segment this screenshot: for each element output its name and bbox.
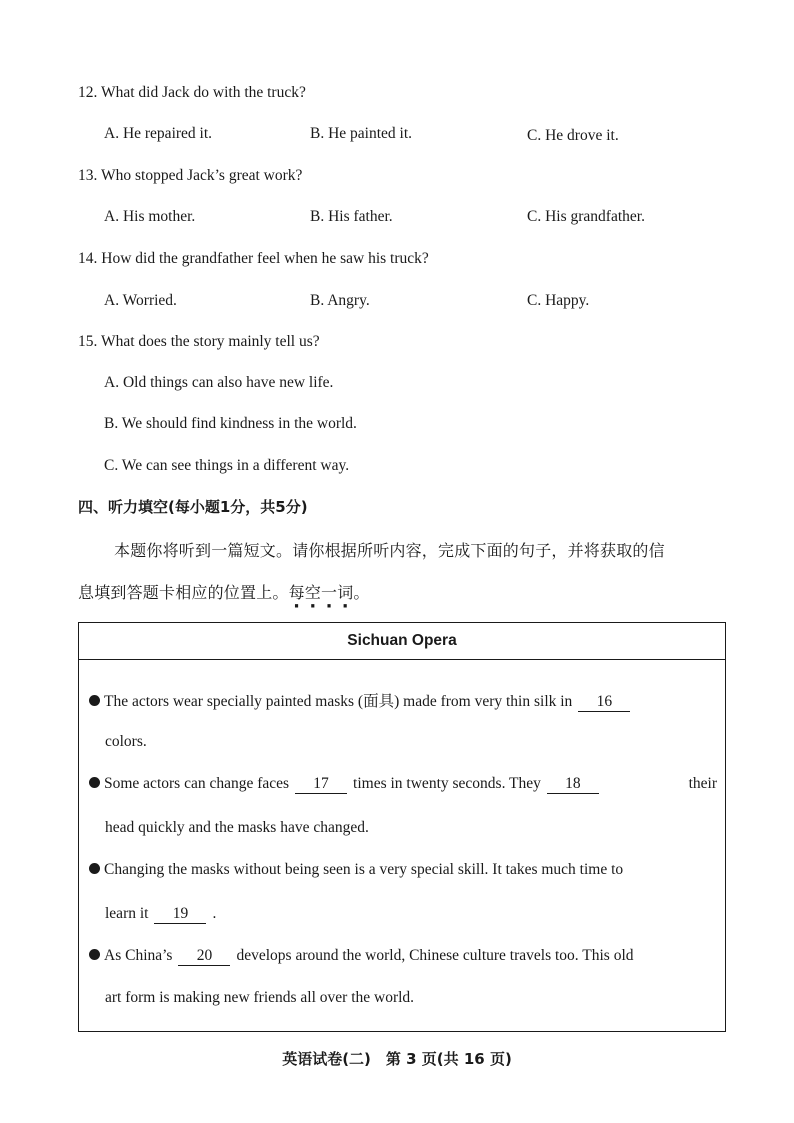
bullet-4-text-a: As China’s [104,947,173,964]
bullet-3-text: Changing the masks without being seen is a very special skill. It takes much time to [104,861,624,878]
q12-option-a: A. He repaired it. [104,125,213,142]
bullet-3-continued [105,905,717,924]
bullet-item-4 [89,947,717,966]
instruction-line-2 [78,580,370,603]
bullet-2-text-c: their [688,775,717,792]
box-title: Sichuan Opera [79,623,725,660]
section-heading: 四、听力填空(每小题1分，共5分) [78,498,308,516]
page-footer: 英语试卷(二) 第 3 页(共 16 页) [282,1050,512,1068]
bullet-3-text-b: learn it [105,905,149,922]
bullet-item-1 [89,689,717,712]
bullet-icon [89,949,100,960]
q13-option-c: C. His grandfather. [527,208,645,225]
blank-16[interactable]: 16 [578,693,630,712]
blank-19[interactable]: 19 [154,905,206,924]
bullet-1-text: The actors wear specially painted masks (面具) made from very thin silk in [104,693,573,710]
instruction-text: 息填到答题卡相应的位置上。 [78,583,289,602]
question-12: 12. What did Jack do with the truck? [78,84,306,101]
instruction-line-1: 本题你将听到一篇短文。请你根据所听内容，完成下面的句子，并将获取的信 [114,541,665,560]
bullet-icon [89,695,100,706]
blank-20[interactable]: 20 [178,947,230,966]
bullet-1-continued: colors. [105,733,147,750]
q12-option-b: B. He painted it. [310,125,413,142]
question-14: 14. How did the grandfather feel when he saw his truck? [78,250,429,267]
q15-option-b: B. We should find kindness in the world. [104,415,357,432]
bullet-2-continued: head quickly and the masks have changed. [105,819,369,836]
q15-option-a: A. Old things can also have new life. [104,374,334,391]
sichuan-opera-box [78,622,726,1032]
bullet-icon [89,777,100,788]
q13-option-b: B. His father. [310,208,393,225]
question-13: 13. Who stopped Jack’s great work? [78,167,303,184]
blank-18[interactable]: 18 [547,775,599,794]
bullet-3-period: . [212,905,217,922]
bullet-2-text-b: times in twenty seconds. They [353,775,541,792]
emphasis-char: 空 [304,583,322,602]
bullet-4-text-b: develops around the world, Chinese culture travels too. This old [236,947,634,964]
question-15: 15. What does the story mainly tell us? [78,333,320,350]
q15-option-c: C. We can see things in a different way. [104,457,350,474]
q12-option-c: C. He drove it. [527,127,619,144]
q14-option-a: A. Worried. [104,292,177,309]
bullet-item-2 [89,775,717,794]
bullet-icon [89,863,100,874]
q14-option-c: C. Happy. [527,292,590,309]
bullet-2-text-a: Some actors can change faces [104,775,290,792]
bullet-4-continued: art form is making new friends all over the world. [105,989,415,1006]
emphasis-char: 词 [337,583,354,602]
q14-option-b: B. Angry. [310,292,370,309]
bullet-item-3 [89,861,717,879]
instruction-period: 。 [353,583,370,602]
blank-17[interactable]: 17 [295,775,347,794]
emphasis-char: 每 [288,583,305,602]
emphasis-char: 一 [321,583,338,602]
q13-option-a: A. His mother. [104,208,196,225]
